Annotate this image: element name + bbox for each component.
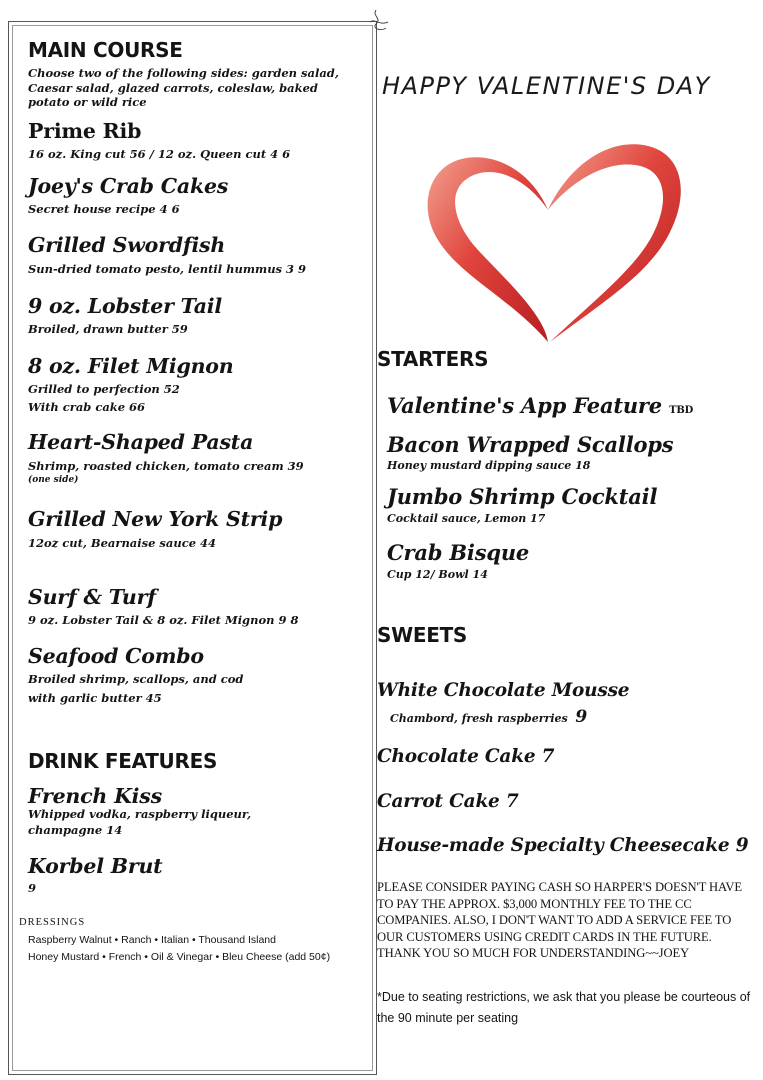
item-desc: 16 oz. King cut 56 / 12 oz. Queen cut 4 6: [28, 147, 291, 161]
item-desc-2: With crab cake 66: [28, 400, 146, 414]
payment-notice: PLEASE CONSIDER PAYING CASH SO HARPER'S DOESN'T HAVE TO PAY THE APPROX. $3,000 MONTHLY FEE TO THE CC COMPANIES. ALSO, I DON'T WANT TO ADD A SERVICE FEE TO OUR CUSTOMERS USING CREDIT CARDS IN THE FUTURE. THANK YOU SO MUCH FOR UNDERSTANDING~~JOEY: [377, 880, 742, 960]
sweet-price: 9: [575, 707, 588, 727]
thanks-note: THANK YOU SO MUCH FOR UNDERSTANDING~~JOEY: [377, 946, 690, 960]
corner-flourish-icon: [362, 8, 390, 36]
item-title: Grilled New York Strip: [28, 507, 283, 531]
item-title: Grilled Swordfish: [28, 233, 226, 257]
item-title: Prime Rib: [28, 119, 142, 143]
item-desc: Shrimp, roasted chicken, tomato cream 39: [28, 459, 304, 473]
starter-desc: Honey mustard dipping sauce 18: [387, 459, 591, 472]
sweet-title: Carrot Cake 7: [377, 791, 519, 812]
drink-features-heading: DRINK FEATURES: [28, 749, 218, 773]
item-desc: Broiled, drawn butter 59: [28, 322, 188, 336]
dressings-line: Raspberry Walnut • Ranch • Italian • Thousand Island: [28, 934, 276, 946]
starter-desc: Cocktail sauce, Lemon 17: [387, 512, 546, 525]
sweet-desc: Chambord, fresh raspberries 9: [390, 707, 588, 727]
dressings-line: Honey Mustard • French • Oil & Vinegar • Bleu Cheese (add 50¢): [28, 951, 331, 963]
item-desc-2: with garlic butter 45: [28, 691, 162, 705]
item-note: (one side): [28, 475, 79, 485]
starter-title: Bacon Wrapped Scallops: [387, 432, 674, 457]
item-desc: 12oz cut, Bearnaise sauce 44: [28, 536, 217, 550]
starter-title: Jumbo Shrimp Cocktail: [387, 484, 658, 509]
valentines-banner: HAPPY VALENTINE'S DAY: [382, 72, 711, 100]
seating-footnote: *Due to seating restrictions, we ask that you please be courteous of the 90 minute per seating: [377, 990, 751, 1025]
starter-price: TBD: [669, 405, 694, 416]
sweet-title: White Chocolate Mousse: [377, 680, 630, 701]
item-title: 9 oz. Lobster Tail: [28, 294, 222, 318]
starter-desc: Cup 12/ Bowl 14: [387, 568, 488, 581]
item-desc: Broiled shrimp, scallops, and cod: [28, 672, 244, 686]
item-title: Heart-Shaped Pasta: [28, 430, 254, 454]
drink-desc: Whipped vodka, raspberry liqueur,: [28, 807, 252, 821]
starter-title: Valentine's App Feature TBD: [387, 393, 694, 418]
drink-desc-2: champagne 14: [28, 823, 123, 837]
main-course-heading: MAIN COURSE: [28, 38, 183, 62]
item-desc: 9 oz. Lobster Tail & 8 oz. Filet Mignon 9 8: [28, 613, 299, 627]
item-title: Seafood Combo: [28, 644, 204, 668]
heart-icon: [420, 128, 688, 346]
starter-title: Crab Bisque: [387, 540, 530, 565]
drink-title: Korbel Brut: [28, 854, 163, 878]
item-desc: Secret house recipe 4 6: [28, 202, 180, 216]
sweets-heading: SWEETS: [377, 623, 468, 647]
sweet-title: House-made Specialty Cheesecake 9: [377, 835, 749, 856]
main-course-intro: Choose two of the following sides: garden salad, Caesar salad, glazed carrots, coleslaw, baked potato or wild rice: [28, 66, 339, 109]
drink-title: French Kiss: [28, 784, 162, 808]
item-title: Surf & Turf: [28, 585, 156, 609]
item-desc: Grilled to perfection 52: [28, 382, 180, 396]
item-desc: Sun-dried tomato pesto, lentil hummus 3 9: [28, 262, 307, 276]
item-title: 8 oz. Filet Mignon: [28, 354, 234, 378]
sweet-title: Chocolate Cake 7: [377, 746, 555, 767]
drink-desc: 9: [28, 881, 37, 895]
dressings-heading: DRESSINGS: [19, 917, 86, 928]
starters-heading: STARTERS: [377, 347, 489, 371]
item-title: Joey's Crab Cakes: [28, 174, 229, 198]
